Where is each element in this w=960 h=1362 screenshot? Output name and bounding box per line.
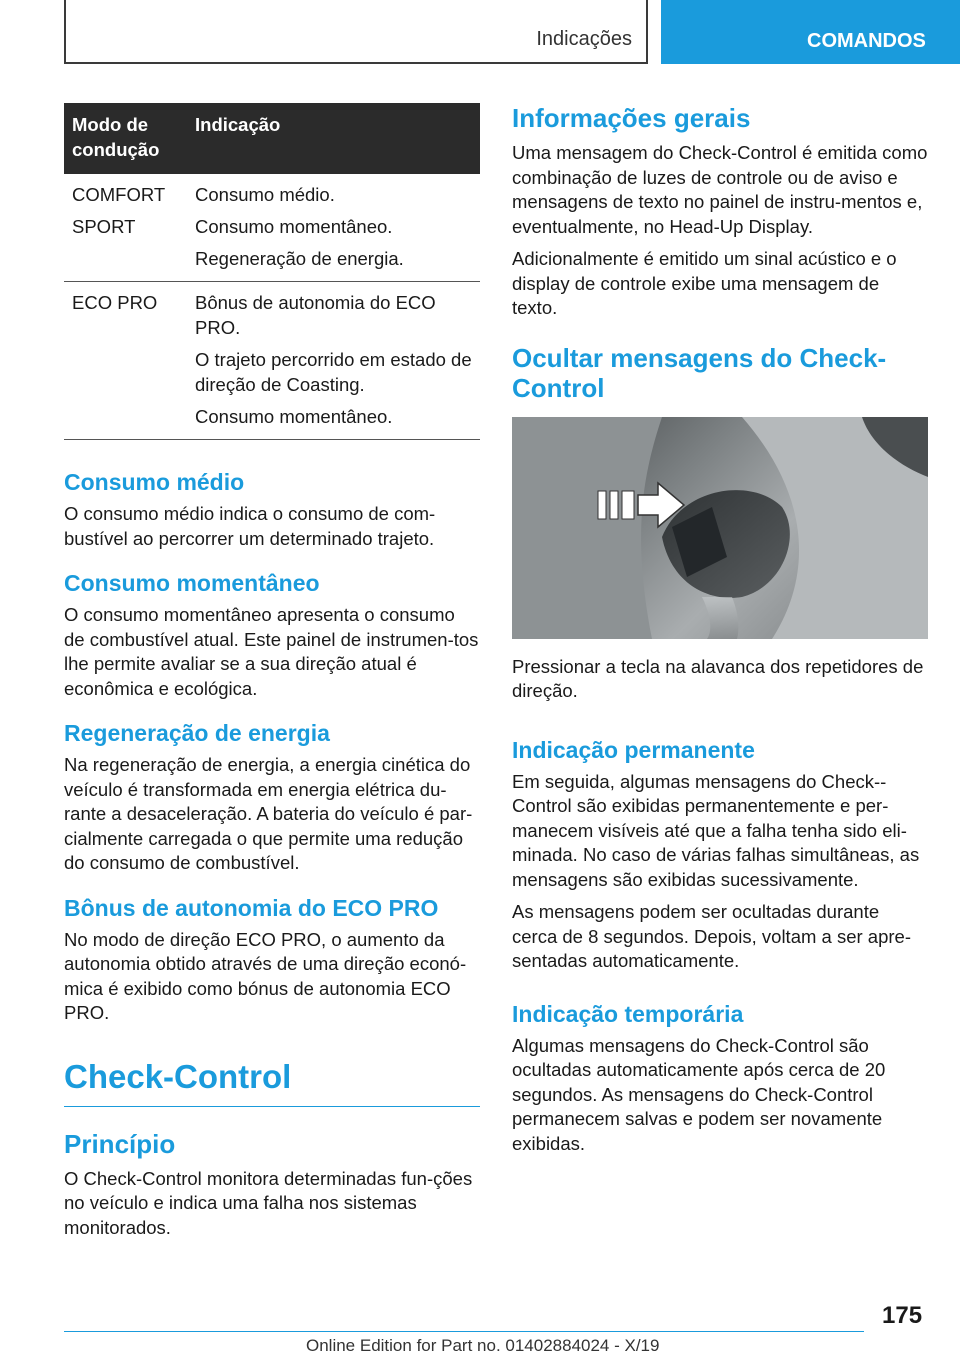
- lever-illustration: [512, 417, 928, 639]
- indication-item: Consumo médio.: [195, 184, 335, 205]
- temporary-title: Indicação temporária: [512, 1000, 744, 1027]
- section-paragraph: No modo de direção ECO PRO, o aumento da autonomia obtido através de uma direção econó-mica é exibido como bónus de autonomia ECO PRO.: [64, 928, 467, 1023]
- section-current-consumption: [64, 569, 480, 701]
- section-average-consumption: [64, 468, 480, 551]
- section-eco-pro-bonus: [64, 894, 480, 1026]
- table-header-row: [64, 103, 480, 174]
- section-title: Regeneração de energia: [64, 720, 330, 746]
- indication-item: Consumo momentâneo.: [195, 406, 393, 427]
- mode-label: ECO PRO: [72, 292, 158, 313]
- page-number: 175: [882, 1302, 923, 1329]
- section-title: Bônus de autonomia do ECO PRO: [64, 894, 439, 921]
- section-paragraph: O consumo momentâneo apresenta o consumo de combustível atual. Este painel de instrumen-tos lhe permite avaliar se a sua direção atual é econômica e ecológica.: [64, 604, 479, 699]
- general-info-title: Informações gerais: [512, 103, 751, 133]
- principle-title: Princípio: [64, 1128, 176, 1159]
- driving-mode-table: [64, 103, 480, 440]
- section-title: Consumo momentâneo: [64, 570, 320, 596]
- general-paragraph: Adicionalmente é emitido um sinal acústico e o display de controle exibe uma mensagem de texto.: [512, 248, 897, 318]
- indication-item: Consumo momentâneo.: [195, 216, 393, 237]
- table-cell-modes: [64, 174, 187, 282]
- general-paragraph: Uma mensagem do Check-Control é emitida como combinação de luzes de controle ou de aviso e mensagens de texto no painel de instru-mentos e, eventualmente, no Head-Up Display.: [512, 142, 928, 237]
- indication-item: O trajeto percorrido em estado de direção de Coasting.: [195, 349, 472, 395]
- principle-paragraph: O Check-Control monitora determinadas fun-ções no veículo e indica uma falha nos sistemas monitorados.: [64, 1167, 473, 1238]
- mode-label: SPORT: [72, 216, 136, 237]
- left-column: [64, 103, 480, 1248]
- table-cell-indications: [187, 174, 480, 282]
- header-section-title: Indicações: [536, 28, 632, 50]
- footer-edition: Online Edition for Part no. 01402884024 - X/19: [306, 1336, 660, 1355]
- turn-signal-lever-photo: [512, 417, 928, 639]
- footer-divider: [64, 1331, 864, 1332]
- table-cell-indications: [187, 282, 480, 440]
- hide-caption: Pressionar a tecla na alavanca dos repetidores de direção.: [512, 655, 924, 701]
- header-section-box: [64, 0, 648, 64]
- header-chapter-tab: [661, 0, 960, 64]
- permanent-paragraph: As mensagens podem ser ocultadas durante cerca de 8 segundos. Depois, voltam a ser apre-sentadas automaticamente.: [512, 901, 911, 971]
- section-energy-regeneration: [64, 719, 480, 876]
- header-chapter-title: COMANDOS: [807, 30, 926, 52]
- section-paragraph: O consumo médio indica o consumo de com-bustível ao percorrer um determinado trajeto.: [64, 503, 436, 549]
- permanent-title: Indicação permanente: [512, 736, 755, 763]
- temporary-paragraph: Algumas mensagens do Check-Control são ocultadas automaticamente após cerca de 20 segundos. As mensagens do Check-Control permanecem salvas e podem ser novamente exibidas.: [512, 1034, 886, 1154]
- mode-label: COMFORT: [72, 184, 166, 205]
- table-row: [64, 174, 480, 282]
- check-control-title: Check-Control: [64, 1058, 480, 1107]
- indication-item: Bônus de autonomia do ECO PRO.: [195, 292, 436, 338]
- section-paragraph: Na regeneração de energia, a energia cinética do veículo é transformada em energia elétrica du-rante a desaceleração. A bateria do veículo é par-cialmente carregada o que permite uma redução do consumo de combustível.: [64, 754, 473, 873]
- section-title: Consumo médio: [64, 469, 245, 495]
- table-header-mode: Modo de condução: [64, 103, 187, 174]
- hide-messages-title: Ocultar mensagens do Check-Control: [512, 342, 887, 403]
- table-row: [64, 282, 480, 440]
- permanent-paragraph: Em seguida, algumas mensagens do Check--Control são exibidas permanentemente e per-manecem visíveis até que a falha tenha sido eli-minada. No caso de várias falhas simultâneas, as mensagens são exibidas sucessivamente.: [512, 770, 920, 890]
- table-cell-modes: [64, 282, 187, 440]
- indication-item: Regeneração de energia.: [195, 248, 404, 269]
- right-column: [512, 103, 928, 1164]
- table-header-indication: Indicação: [187, 103, 480, 174]
